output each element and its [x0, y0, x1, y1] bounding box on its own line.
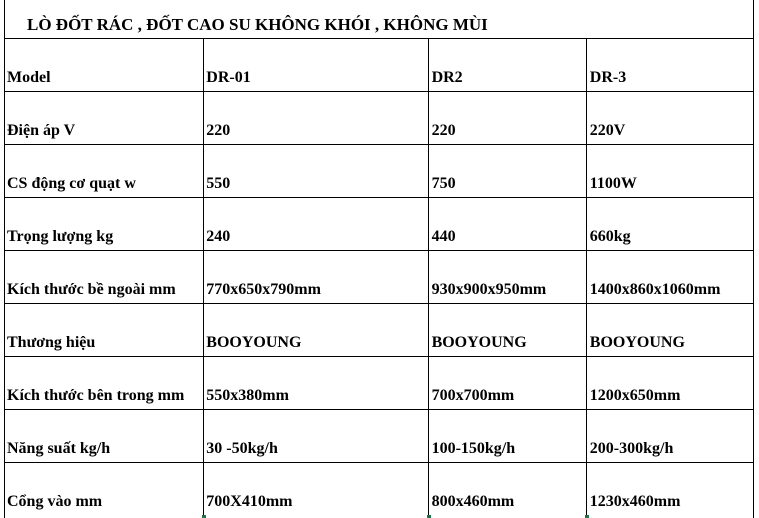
row-label: Model — [4, 38, 203, 91]
table-cell: 220V — [587, 91, 754, 144]
table-cell: 440 — [429, 197, 587, 250]
table-cell: 240 — [203, 197, 428, 250]
row-label: Cổng vào mm — [7, 493, 103, 510]
table-cell: 800x460mm — [431, 493, 515, 510]
document-title: LÒ ĐỐT RÁC , ĐỐT CAO SU KHÔNG KHÓI , KHÔNG MÙI — [27, 15, 488, 34]
table-cell: 550 — [203, 144, 428, 197]
table-row — [4, 91, 754, 144]
table-row — [4, 197, 754, 250]
table-row — [4, 356, 754, 409]
table-cell: 750 — [429, 144, 587, 197]
table-row — [4, 462, 754, 515]
row-label: CS động cơ quạt w — [4, 144, 203, 197]
table-cell: DR-3 — [587, 38, 754, 91]
grid-line — [428, 38, 429, 518]
table-cell: 100-150kg/h — [429, 409, 587, 462]
table-row — [4, 303, 754, 356]
spec-table — [4, 38, 754, 515]
grid-line — [586, 38, 587, 518]
table-row — [4, 38, 754, 91]
table-cell: 1100W — [587, 144, 754, 197]
table-cell: DR-01 — [203, 38, 428, 91]
table-cell: DR2 — [429, 38, 587, 91]
row-label: Năng suất kg/h — [4, 409, 203, 462]
table-cell: 930x900x950mm — [429, 250, 587, 303]
table-row — [4, 250, 754, 303]
table-row — [4, 409, 754, 462]
table-row — [4, 144, 754, 197]
row-label: Thương hiệu — [4, 303, 203, 356]
row-label: Kích thước bề ngoài mm — [4, 250, 203, 303]
table-cell: 220 — [203, 91, 428, 144]
row-label: Trọng lượng kg — [4, 197, 203, 250]
table-cell: 700x700mm — [429, 356, 587, 409]
grid-line — [203, 38, 204, 518]
table-cell: 1400x860x1060mm — [587, 250, 754, 303]
table-cell: 700X410mm — [206, 493, 293, 510]
row-label: Điện áp V — [4, 91, 203, 144]
table-cell: BOOYOUNG — [203, 303, 428, 356]
table-cell: 1200x650mm — [587, 356, 754, 409]
table-cell: 30 -50kg/h — [203, 409, 428, 462]
table-cell: 660kg — [587, 197, 754, 250]
table-cell: 770x650x790mm — [203, 250, 428, 303]
table-cell: BOOYOUNG — [429, 303, 587, 356]
table-cell: 200-300kg/h — [587, 409, 754, 462]
table-cell: 1230x460mm — [589, 493, 681, 510]
row-label: Kích thước bên trong mm — [4, 356, 203, 409]
table-cell: 550x380mm — [203, 356, 428, 409]
table-cell: BOOYOUNG — [587, 303, 754, 356]
table-cell: 220 — [429, 91, 587, 144]
